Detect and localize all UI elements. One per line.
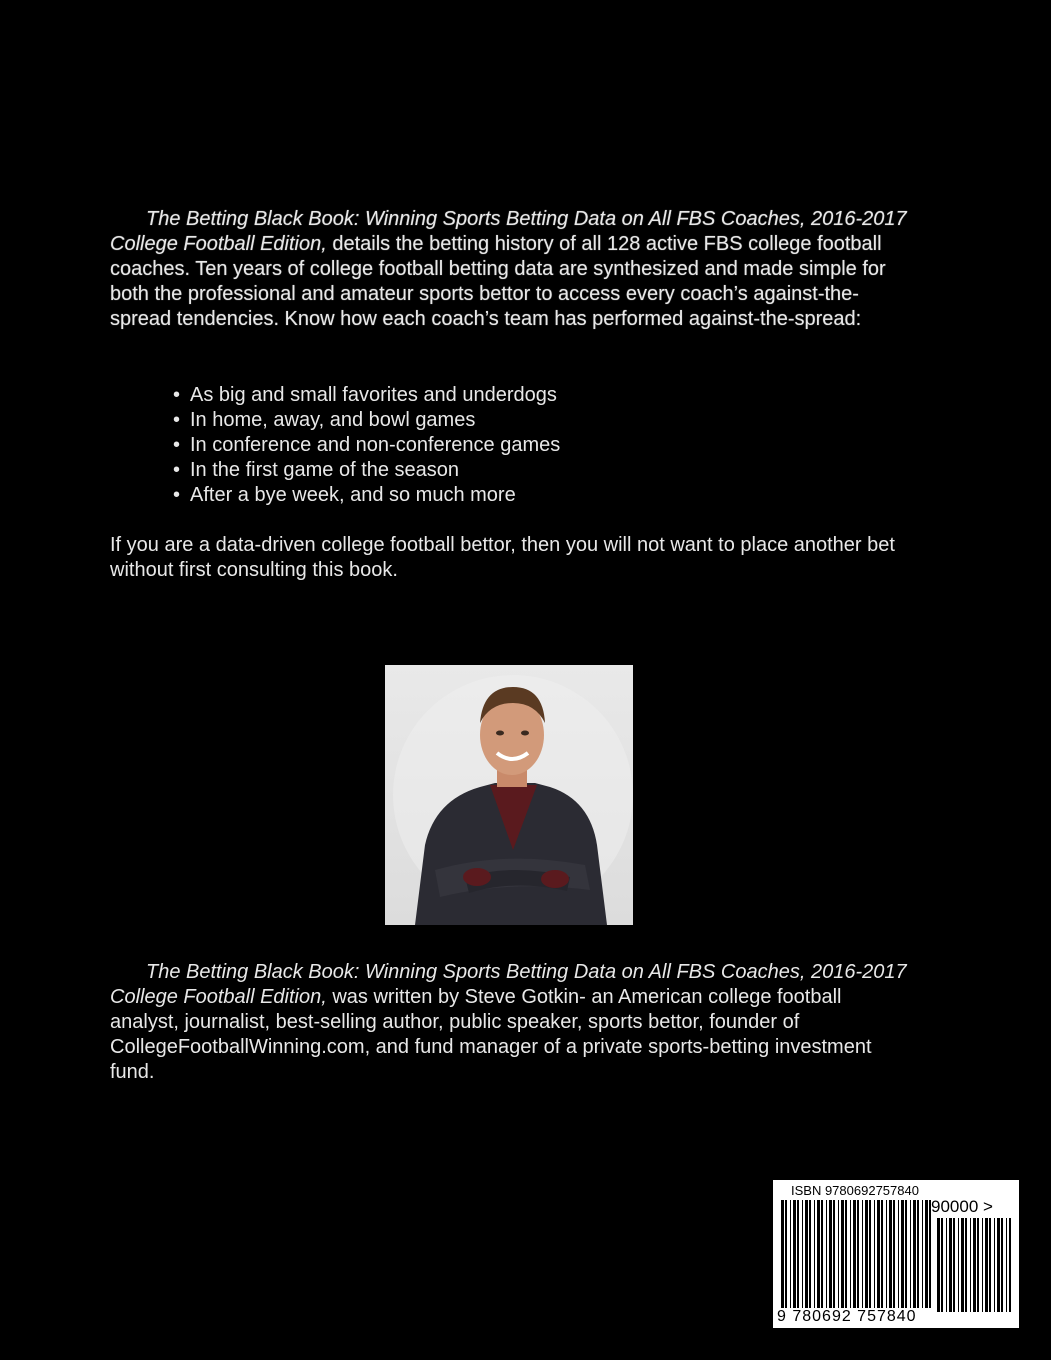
barcode-bars-icon xyxy=(781,1200,931,1308)
bullet-icon: • xyxy=(173,409,181,431)
isbn-label: ISBN 9780692757840 xyxy=(791,1183,919,1198)
about-author-paragraph xyxy=(110,960,910,1085)
closing-paragraph: If you are a data-driven college football bettor, then you will not want to place another bet without first consulting this book. xyxy=(110,534,895,581)
barcode-digits: 9 780692 757840 xyxy=(777,1308,917,1325)
bullet-icon: • xyxy=(173,459,181,481)
about-book-title: The Betting Black Book: Winning Sports Betting Data on All FBS Coaches, 2016-2017 College Football Edition, xyxy=(110,961,907,1008)
bullet-icon: • xyxy=(173,434,181,456)
list-item: • After a bye week, and so much more xyxy=(173,484,516,506)
intro-paragraph xyxy=(110,207,910,332)
list-item: • As big and small favorites and underdogs xyxy=(173,384,557,406)
bullet-icon: • xyxy=(173,384,181,406)
barcode-addon-bars-icon xyxy=(937,1218,1011,1312)
feature-list xyxy=(170,383,870,508)
list-item: • In conference and non-conference games xyxy=(173,434,561,456)
list-item: • In home, away, and bowl games xyxy=(173,409,476,431)
bullet-icon: • xyxy=(173,484,181,506)
barcode-addon-label: 90000 > xyxy=(931,1197,993,1216)
author-photo xyxy=(385,665,633,925)
author-portrait-icon xyxy=(385,665,633,925)
intro-book-title: The Betting Black Book: Winning Sports Betting Data on All FBS Coaches, 2016-2017 College Football Edition, xyxy=(110,208,907,255)
intro-text: details the betting history of all 128 active FBS college football coaches. Ten years of college football betting data are synthesized and made simple for both the professional and amateur sports bettor to access every coach’s against-the-spread tendencies. Know how each coach’s team has performed against-the-spread: xyxy=(110,233,886,330)
isbn-barcode xyxy=(773,1180,1019,1328)
about-text: was written by Steve Gotkin- an American college football analyst, journalist, best-selling author, public speaker, sports bettor, founder of CollegeFootballWinning.com, and fund manager of a private sports-betting investment fund. xyxy=(110,986,872,1083)
list-item: • In the first game of the season xyxy=(173,459,460,481)
